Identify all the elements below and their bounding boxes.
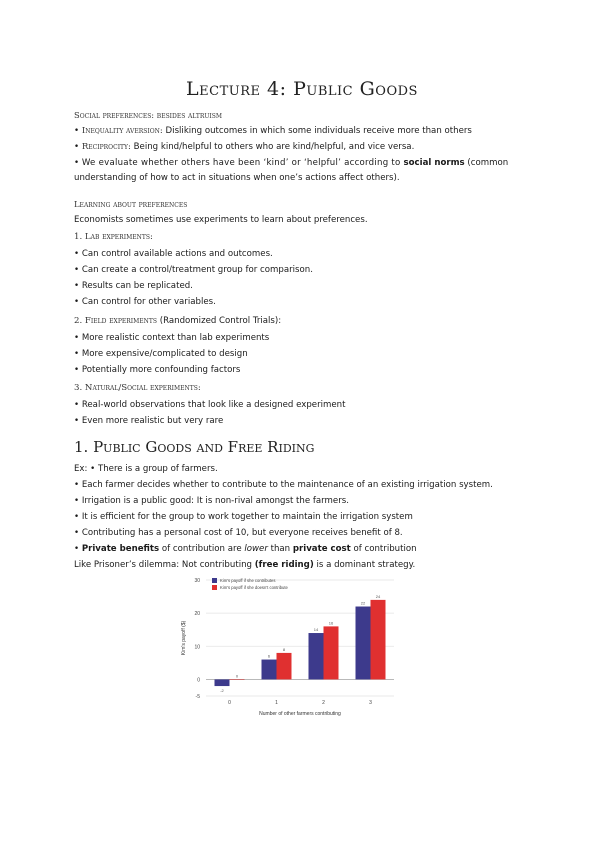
y-tick-label: 30 xyxy=(194,578,200,584)
x-tick-label: 2 xyxy=(322,700,325,706)
natural-item: • Real-world observations that look like a designed experiment xyxy=(74,400,346,410)
page-title: Lecture 4: Public Goods xyxy=(186,78,418,100)
field-item: • More expensive/complicated to design xyxy=(74,349,248,359)
prisoners-dilemma-line: Like Prisoner’s dilemma: Not contributing (free riding) is a dominant strategy. xyxy=(74,560,416,570)
y-axis-label: Kim's payoff ($) xyxy=(181,620,187,656)
natural-experiments-heading: 3. Natural/Social experiments: xyxy=(74,383,201,393)
data-label: 22 xyxy=(360,600,366,606)
natural-item: • Even more realistic but very rare xyxy=(74,416,224,426)
legend-swatch xyxy=(212,585,217,590)
legend-label: Kim's payoff if she contributes xyxy=(220,578,276,583)
bar-doesnt-contribute xyxy=(277,653,292,680)
data-label: 0 xyxy=(235,673,239,679)
y-tick-label: -5 xyxy=(195,694,200,700)
section-item: • It is efficient for the group to work together to maintain the irrigation system xyxy=(74,512,413,522)
bullet-social-norms: • We evaluate whether others have been ‘kind’ or ‘helpful’ according to social norms (common xyxy=(74,158,509,168)
data-label: 16 xyxy=(328,620,334,626)
bar-contributes xyxy=(309,633,324,679)
data-label: -2 xyxy=(220,688,224,694)
data-label: 24 xyxy=(375,593,381,599)
x-axis-label: Number of other farmers contributing xyxy=(259,711,341,717)
social-preferences-heading: Social preferences: besides altruism xyxy=(74,110,223,120)
social-norms-continuation: understanding of how to act in situations when one’s actions affect others). xyxy=(74,173,400,183)
bullet-inequality-aversion: • Inequality aversion: Disliking outcomes in which some individuals receive more than others xyxy=(74,126,472,136)
legend-label: Kim's payoff if she doesn't contribute xyxy=(220,585,288,590)
x-tick-label: 3 xyxy=(369,700,372,706)
section-item: • Contributing has a personal cost of 10, but everyone receives benefit of 8. xyxy=(74,528,403,538)
y-tick-label: 20 xyxy=(194,611,200,618)
x-tick-label: 1 xyxy=(275,700,278,706)
example-line: Ex: • There is a group of farmers. xyxy=(74,464,218,474)
bar-contributes xyxy=(356,607,371,680)
bar-contributes xyxy=(215,679,230,686)
lab-experiments-heading: 1. Lab experiments: xyxy=(74,232,153,242)
section-item: • Each farmer decides whether to contribute to the maintenance of an existing irrigation system. xyxy=(74,480,493,490)
lab-item: • Can control for other variables. xyxy=(74,297,216,307)
section-item: • Irrigation is a public good: It is non-rival amongst the farmers. xyxy=(74,496,349,506)
data-label: 14 xyxy=(313,627,319,633)
bar-doesnt-contribute xyxy=(371,600,386,680)
section-heading-public-goods: 1. Public Goods and Free Riding xyxy=(74,438,315,456)
y-tick-label: 10 xyxy=(194,644,200,651)
private-benefits-line: • Private benefits of contribution are lower than private cost of contribution xyxy=(74,544,417,554)
field-item: • More realistic context than lab experiments xyxy=(74,333,270,343)
y-tick-label: 0 xyxy=(197,677,200,684)
lab-item: • Can control available actions and outcomes. xyxy=(74,249,273,259)
bar-contributes xyxy=(262,660,277,680)
bar-doesnt-contribute xyxy=(230,679,245,680)
legend-swatch xyxy=(212,578,217,583)
data-label: 8 xyxy=(282,646,286,652)
data-label: 6 xyxy=(267,653,271,659)
lab-item: • Can create a control/treatment group for comparison. xyxy=(74,265,313,275)
field-item: • Potentially more confounding factors xyxy=(74,365,241,375)
lab-item: • Results can be replicated. xyxy=(74,281,193,291)
x-tick-label: 0 xyxy=(228,700,231,706)
learning-intro: Economists sometimes use experiments to learn about preferences. xyxy=(74,215,368,225)
field-experiments-heading: 2. Field experiments (Randomized Control Trials): xyxy=(74,316,282,326)
payoff-bar-chart xyxy=(168,574,400,720)
bullet-reciprocity: • Reciprocity: Being kind/helpful to others who are kind/helpful, and vice versa. xyxy=(74,142,415,152)
learning-heading: Learning about preferences xyxy=(74,199,188,209)
bar-doesnt-contribute xyxy=(324,626,339,679)
